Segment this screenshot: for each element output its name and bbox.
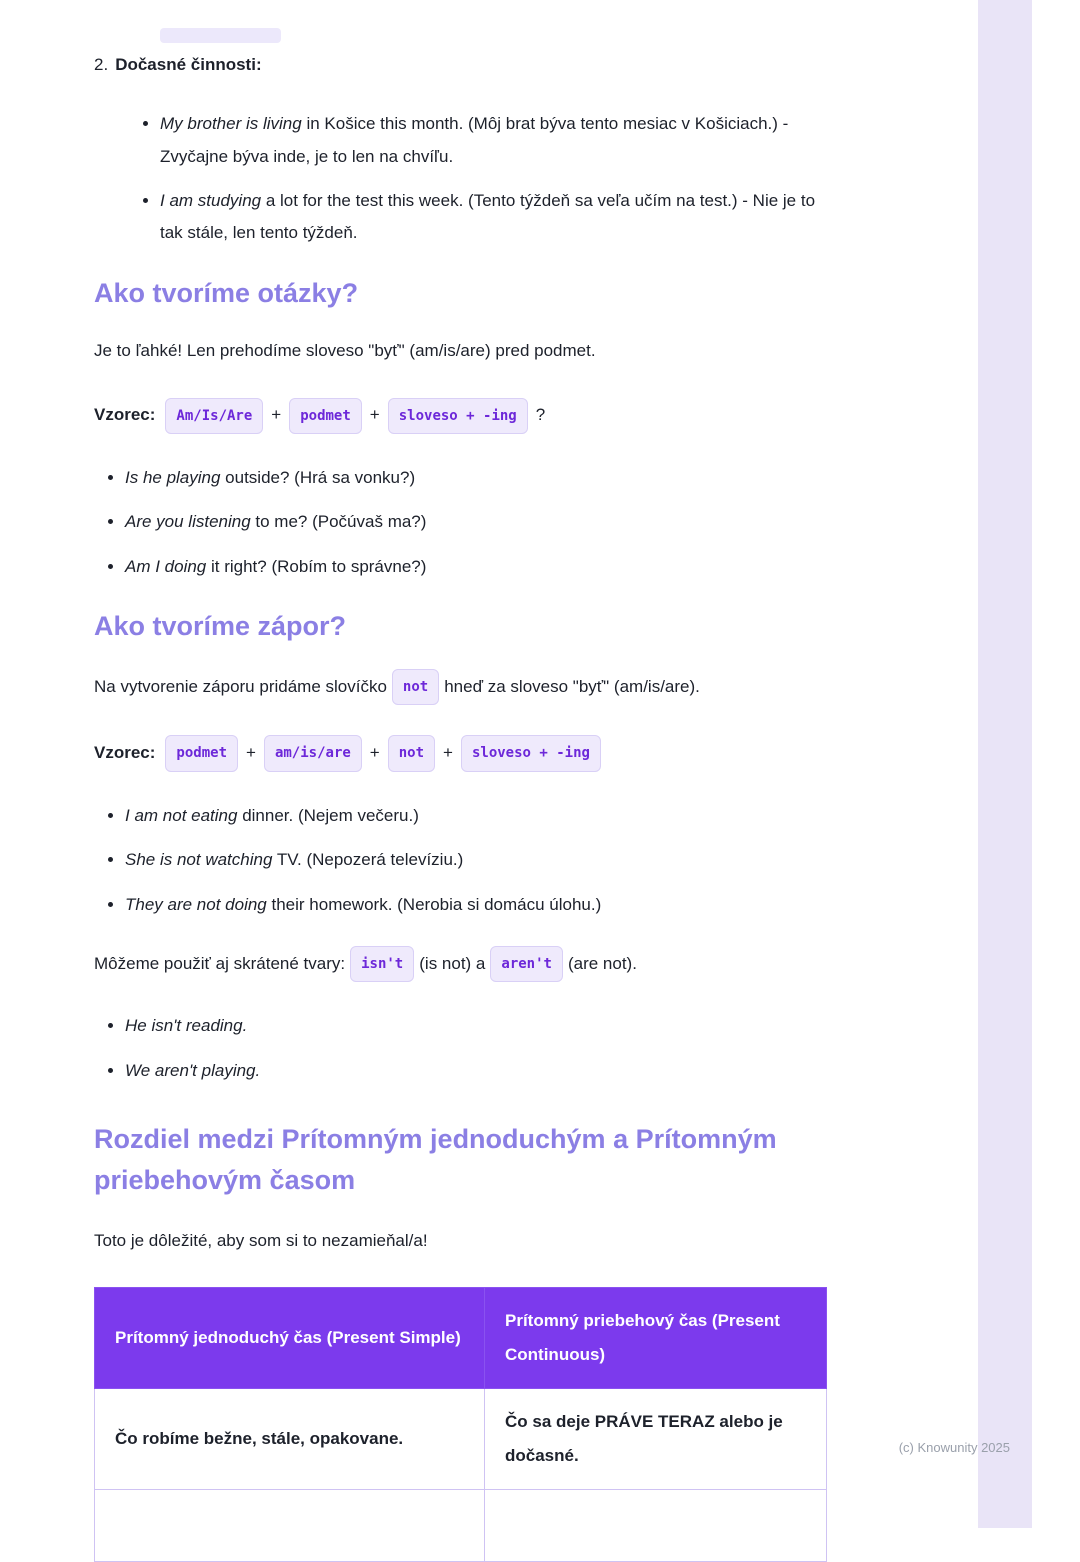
section-heading-comparison: Rozdiel medzi Prítomným jednoduchým a Prítomným priebehovým časom [94,1124,777,1195]
temporary-activities-list [94,108,826,249]
table-cell: Čo robíme bežne, stále, opakovane. [95,1389,485,1490]
list-item [125,506,826,538]
formula-label: Vzorec: [94,405,156,425]
list-item [125,889,826,921]
example-rest: it right? (Robím to správne?) [206,556,427,576]
negation-formula [94,735,826,772]
page-margin-stripe [978,0,1032,1528]
example-rest: dinner. (Nejem večeru.) [237,806,419,825]
negation-intro [94,669,826,706]
formula-label: Vzorec: [94,743,156,763]
short-forms-examples-list [94,1010,826,1087]
plus-sign: + [246,743,256,763]
example-rest: TV. (Nepozerá televíziu.) [272,850,464,870]
example-rest: in Košice this month. (Môj brat býva tento mesiac v Košiciach.) - Zvyčajne býva inde, je to len na chvíľu. [160,114,789,166]
table-cell [485,1490,827,1562]
code-chip: am/is/are [264,735,362,772]
example-english: Am I doing [125,556,207,576]
document-content [94,0,826,1562]
section-heading-questions: Ako tvoríme otázky? [94,277,359,308]
example-english: Are you listening [125,512,251,532]
knowunity-watermark: (c) Knowunity 2025 [898,1440,1010,1455]
list-item [125,1055,826,1087]
clipped-code-chip [160,28,281,43]
example-english: My brother is living [160,114,302,134]
example-english: I am not eating [125,806,238,825]
example-english: I am studying [160,190,262,210]
table-row-partial [95,1490,827,1562]
code-chip: podmet [289,398,362,435]
code-chip: podmet [165,735,238,772]
comparison-table [94,1287,827,1562]
example-rest: their homework. (Nerobia si domácu úlohu.) [266,894,602,914]
example-rest: to me? (Počúvaš ma?) [250,512,427,532]
negation-examples-list [94,800,826,921]
comparison-intro: Toto je dôležité, aby som si to nezamieňal/a! [94,1231,428,1251]
example-english: Is he playing [125,468,221,488]
short-forms-middle: (is not) a [419,953,486,973]
item-title: Dočasné činnosti: [115,55,262,74]
plus-sign: + [443,743,453,763]
list-item [160,108,826,173]
example-english: They are not doing [125,894,267,914]
short-forms-line [94,946,826,983]
plus-sign: + [369,405,380,425]
questions-examples-list [94,462,826,583]
questions-formula [94,398,826,435]
table-cell [95,1490,485,1562]
questions-intro: Je to ľahké! Len prehodíme sloveso "byť" (am/is/are) pred podmet. [94,341,596,361]
example-rest: a lot for the test this week. (Tento týždeň sa veľa učím na test.) - Nie je to tak stále, len tento týždeň. [160,190,816,243]
code-chip: sloveso + -ing [388,398,528,435]
short-forms-before: Môžeme použiť aj skrátené tvary: [94,953,346,973]
list-item [125,844,826,876]
negation-intro-after: hneď za sloveso "byť" (am/is/are). [444,676,700,696]
code-chip: aren't [490,946,563,983]
short-forms-after: (are not). [567,953,637,973]
section-heading-negation: Ako tvoríme zápor? [94,611,347,642]
code-chip: Am/Is/Are [165,398,263,435]
code-chip: not [392,669,439,706]
table-header-present-continuous: Prítomný priebehový čas (Present Continuous) [485,1288,827,1389]
table-header-row [95,1288,827,1389]
example-rest: outside? (Hrá sa vonku?) [220,468,416,488]
code-chip: sloveso + -ing [461,735,601,772]
example-english: She is not watching [125,850,273,870]
example-english: We aren't playing. [125,1060,261,1080]
table-row [95,1389,827,1490]
list-item [125,1010,826,1042]
code-chip: not [388,735,435,772]
list-item [160,185,826,250]
question-mark: ? [535,405,546,425]
negation-intro-before: Na vytvorenie záporu pridáme slovíčko [94,676,387,696]
table-header-present-simple: Prítomný jednoduchý čas (Present Simple) [95,1288,485,1389]
plus-sign: + [369,743,380,763]
table-cell: Čo sa deje PRÁVE TERAZ alebo je dočasné. [485,1389,827,1490]
list-item [125,462,826,494]
list-item [125,800,826,832]
plus-sign: + [271,405,282,425]
numbered-item-temporary-activities [94,52,826,78]
list-item [125,551,826,583]
item-number: 2. [94,55,109,74]
example-english: He isn't reading. [125,1016,248,1036]
code-chip: isn't [350,946,414,983]
